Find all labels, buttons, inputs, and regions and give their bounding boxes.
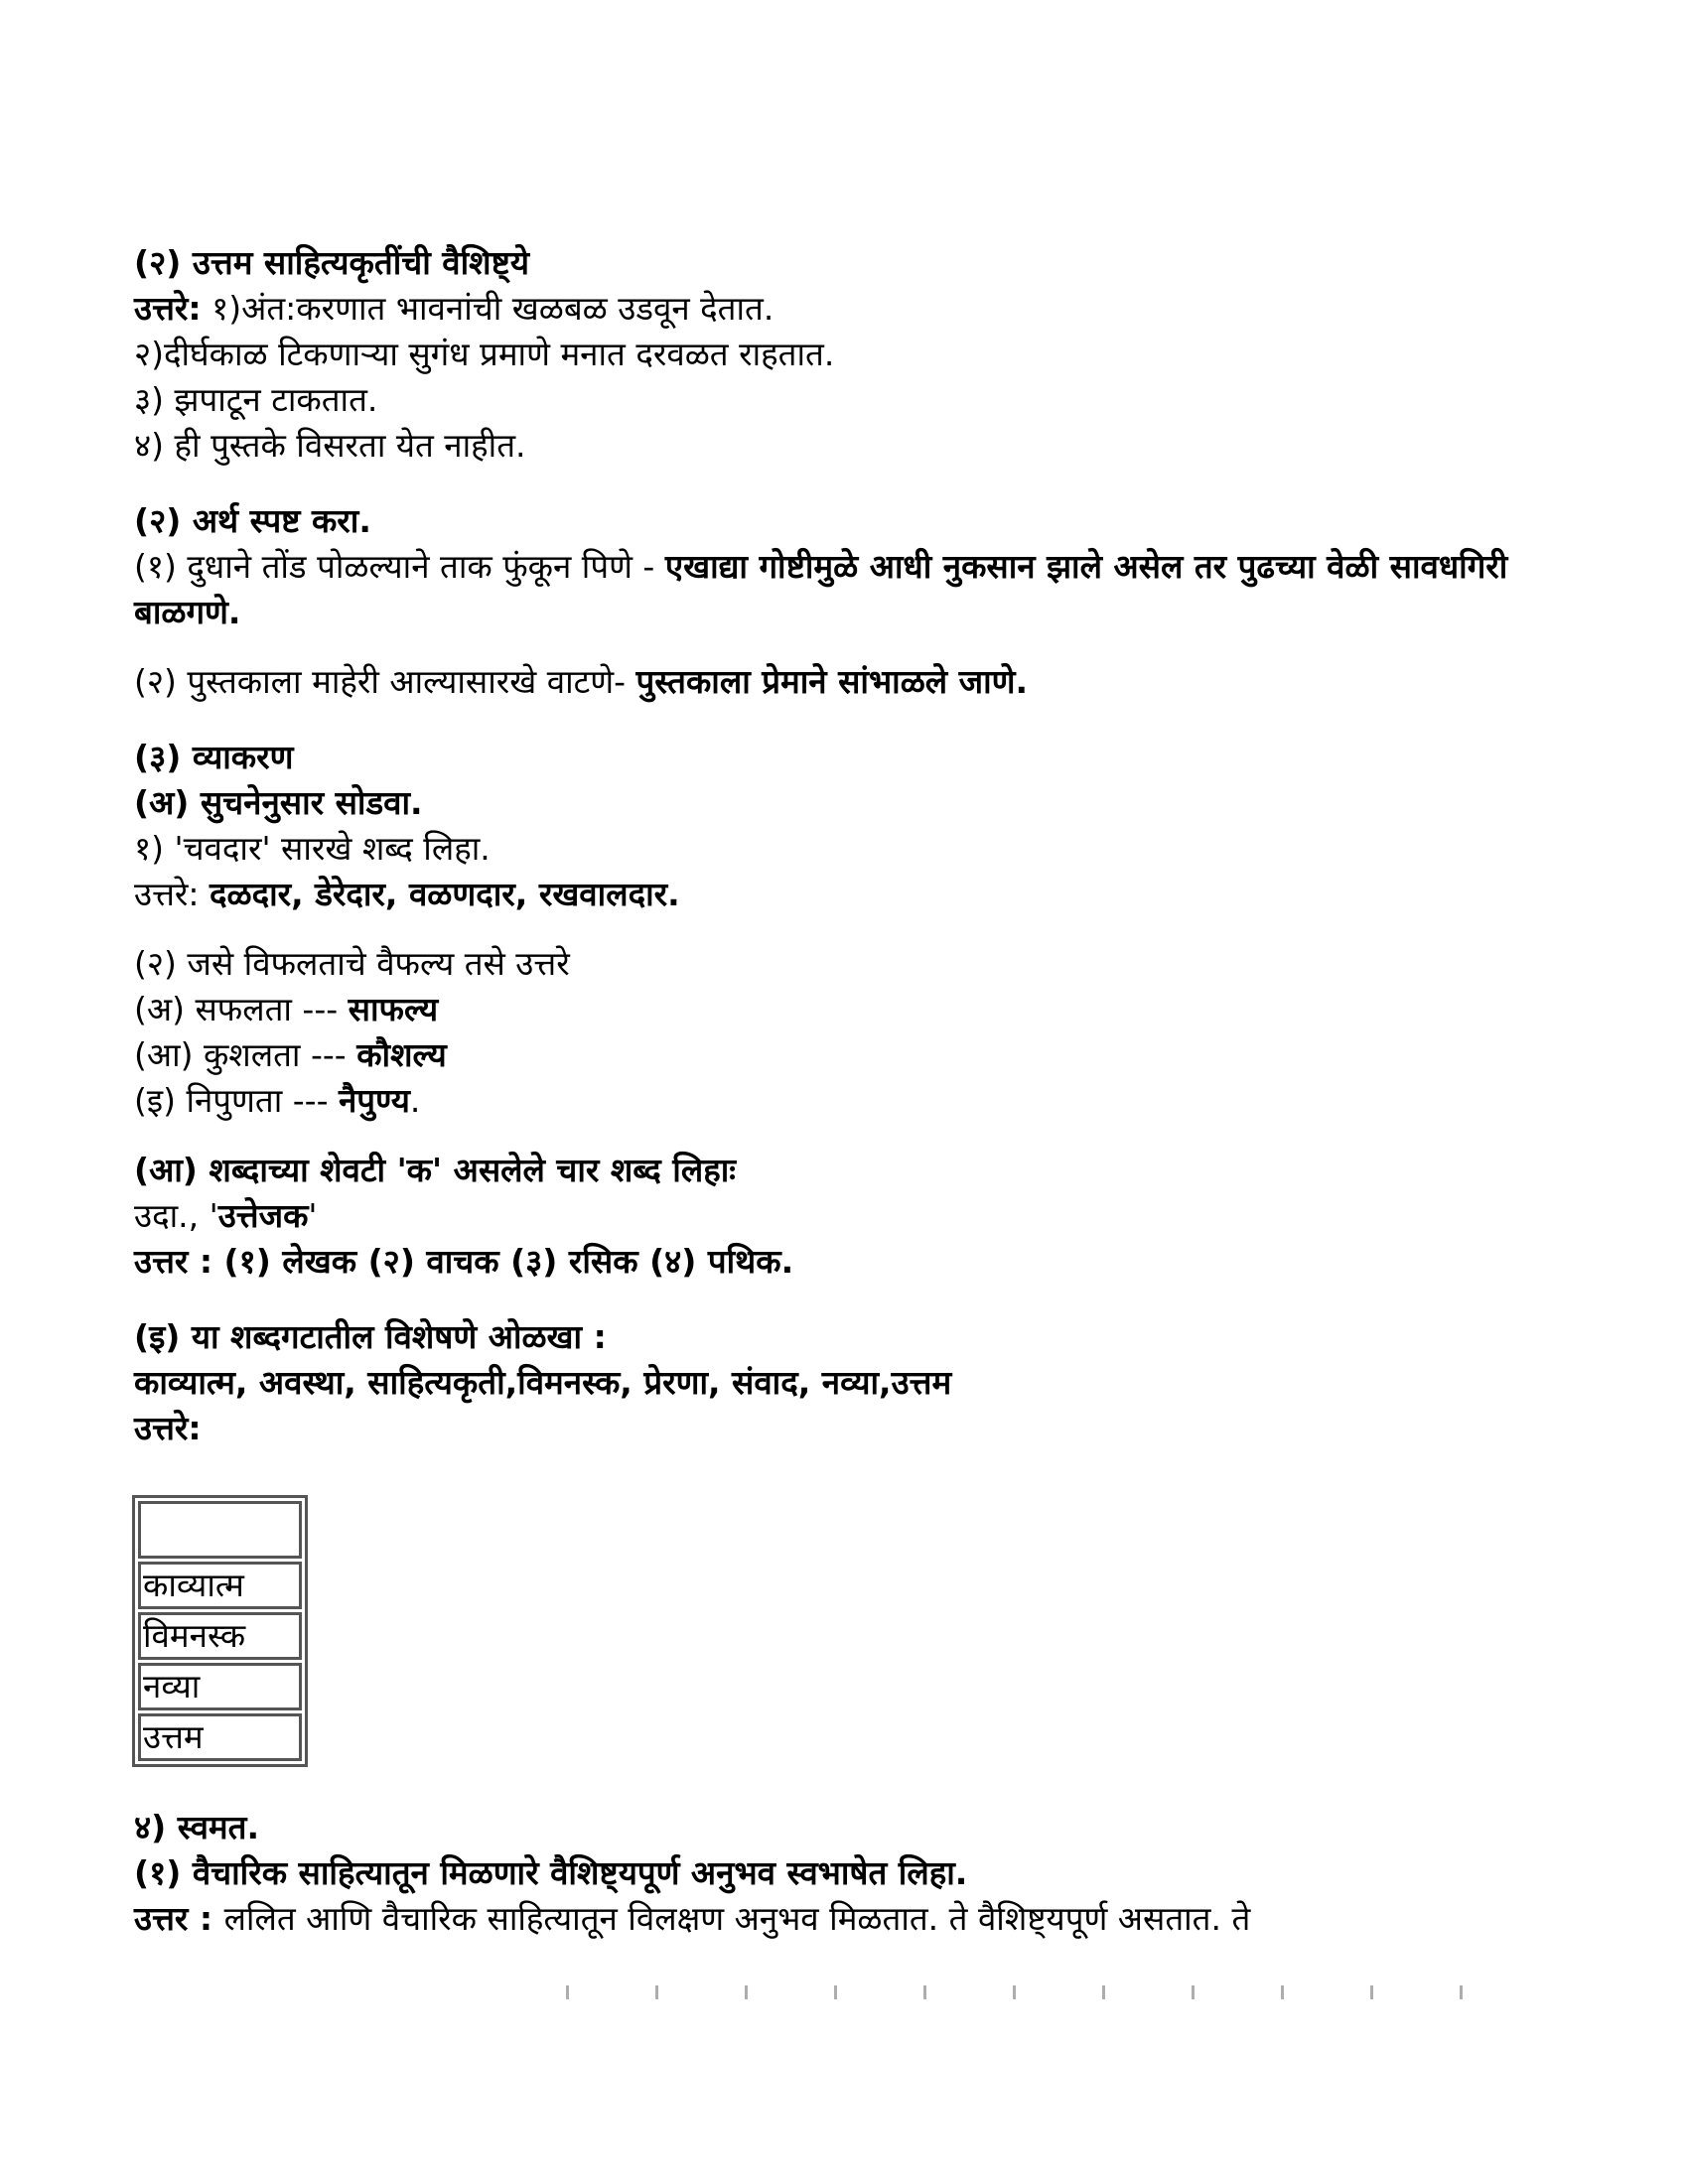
meaning-item-2 bbox=[134, 659, 1564, 705]
grammar-sub-aa-answer: उत्तर : (१) लेखक (२) वाचक (३) रसिक (४) पथिक. bbox=[134, 1242, 794, 1281]
features-point-3: ३) झपाटून टाकतात. bbox=[134, 380, 378, 419]
table-row bbox=[138, 1562, 302, 1609]
table-row bbox=[138, 1612, 302, 1660]
features-heading: (२) उत्तम साहित्यकृतींची वैशिष्ट्ये bbox=[134, 243, 529, 282]
table-cell bbox=[138, 1501, 302, 1559]
grammar-example bbox=[134, 1193, 1564, 1239]
table-cell: उत्तम bbox=[138, 1713, 302, 1761]
table-cell: विमनस्क bbox=[138, 1612, 302, 1660]
opinion-question: (१) वैचारिक साहित्यातून मिळणारे वैशिष्ट्यपूर्ण अनुभव स्वभाषेत लिहा. bbox=[134, 1853, 968, 1892]
item-answer: नैपुण्य bbox=[338, 1081, 410, 1120]
grammar-heading: (३) व्याकरण bbox=[134, 738, 294, 776]
grammar-q2-item-2 bbox=[134, 1032, 1564, 1078]
document-page bbox=[134, 240, 1564, 1942]
opinion-heading: ४) स्वमत. bbox=[134, 1808, 259, 1846]
grammar-q1-answer bbox=[134, 872, 1564, 917]
example-suffix: ' bbox=[308, 1196, 318, 1235]
meaning-explanation: पुस्तकाला प्रेमाने सांभाळले जाणे. bbox=[635, 662, 1029, 701]
grammar-word-group: काव्यात्म, अवस्था, साहित्यकृती,विमनस्क, प्रेरणा, संवाद, नव्या,उत्तम bbox=[134, 1363, 952, 1402]
meaning-item-1 bbox=[134, 544, 1564, 635]
table-row bbox=[138, 1501, 302, 1559]
grammar-q2-item-1 bbox=[134, 987, 1564, 1032]
grammar-sub-aa-heading: (आ) शब्दाच्या शेवटी 'क' असलेले चार शब्द लिहाः bbox=[134, 1151, 736, 1189]
table-cell: काव्यात्म bbox=[138, 1562, 302, 1609]
grammar-q2-item-3 bbox=[134, 1078, 1564, 1124]
features-point-2: २)दीर्घकाळ टिकणाऱ्या सुगंध प्रमाणे मनात दरवळत राहतात. bbox=[134, 335, 835, 373]
page-cut-edge bbox=[566, 1985, 1499, 1999]
item-prefix: (आ) कुशलता --- bbox=[134, 1035, 357, 1074]
answer-label: उत्तरे: bbox=[134, 289, 202, 328]
opinion-answer bbox=[134, 1896, 1564, 1942]
example-prefix: उदा., ' bbox=[134, 1196, 218, 1235]
adjectives-table bbox=[132, 1495, 308, 1767]
grammar-sub-a-heading: (अ) सुचनेनुसार सोडवा. bbox=[134, 783, 423, 822]
example-word: उत्तेजक bbox=[217, 1196, 309, 1235]
item-prefix: (इ) निपुणता --- bbox=[134, 1081, 339, 1120]
item-suffix: . bbox=[409, 1081, 421, 1120]
answer-words: दळदार, डेरेदार, वळणदार, रखवालदार. bbox=[210, 875, 680, 913]
point-text: १)अंत:करणात भावनांची खळबळ उडवून देतात. bbox=[211, 289, 774, 328]
meaning-heading: (२) अर्थ स्पष्ट करा. bbox=[134, 501, 371, 540]
table-cell: नव्या bbox=[138, 1663, 302, 1710]
table-row bbox=[138, 1663, 302, 1710]
meaning-phrase: (१) दुधाने तोंड पोळल्याने ताक फुंकून पिणे - bbox=[134, 547, 665, 586]
table-row bbox=[138, 1713, 302, 1761]
item-answer: कौशल्य bbox=[356, 1035, 447, 1074]
item-prefix: (अ) सफलता --- bbox=[134, 990, 349, 1028]
features-point-1 bbox=[134, 286, 1564, 332]
features-point-4: ४) ही पुस्तके विसरता येत नाहीत. bbox=[134, 426, 526, 465]
grammar-q2: (२) जसे विफलताचे वैफल्य तसे उत्तरे bbox=[134, 944, 570, 983]
grammar-answer-label: उत्तरे: bbox=[134, 1409, 202, 1447]
answer-label: उत्तरे: bbox=[134, 875, 210, 913]
answer-label: उत्तर : bbox=[134, 1899, 224, 1938]
grammar-q1: १) 'चवदार' सारखे शब्द लिहा. bbox=[134, 829, 491, 868]
meaning-explanation: एखाद्या गोष्टीमुळे आधी नुकसान झाले असेल तर पुढच्या वेळी सावधगिरी बाळगणे. bbox=[134, 547, 1508, 631]
meaning-phrase: (२) पुस्तकाला माहेरी आल्यासारखे वाटणे- bbox=[134, 662, 636, 701]
grammar-sub-i-heading: (इ) या शब्दगटातील विशेषणे ओळखा : bbox=[134, 1317, 607, 1356]
item-answer: साफल्य bbox=[348, 990, 439, 1028]
answer-text: ललित आणि वैचारिक साहित्यातून विलक्षण अनुभव मिळतात. ते वैशिष्ट्यपूर्ण असतात. ते bbox=[223, 1899, 1251, 1938]
